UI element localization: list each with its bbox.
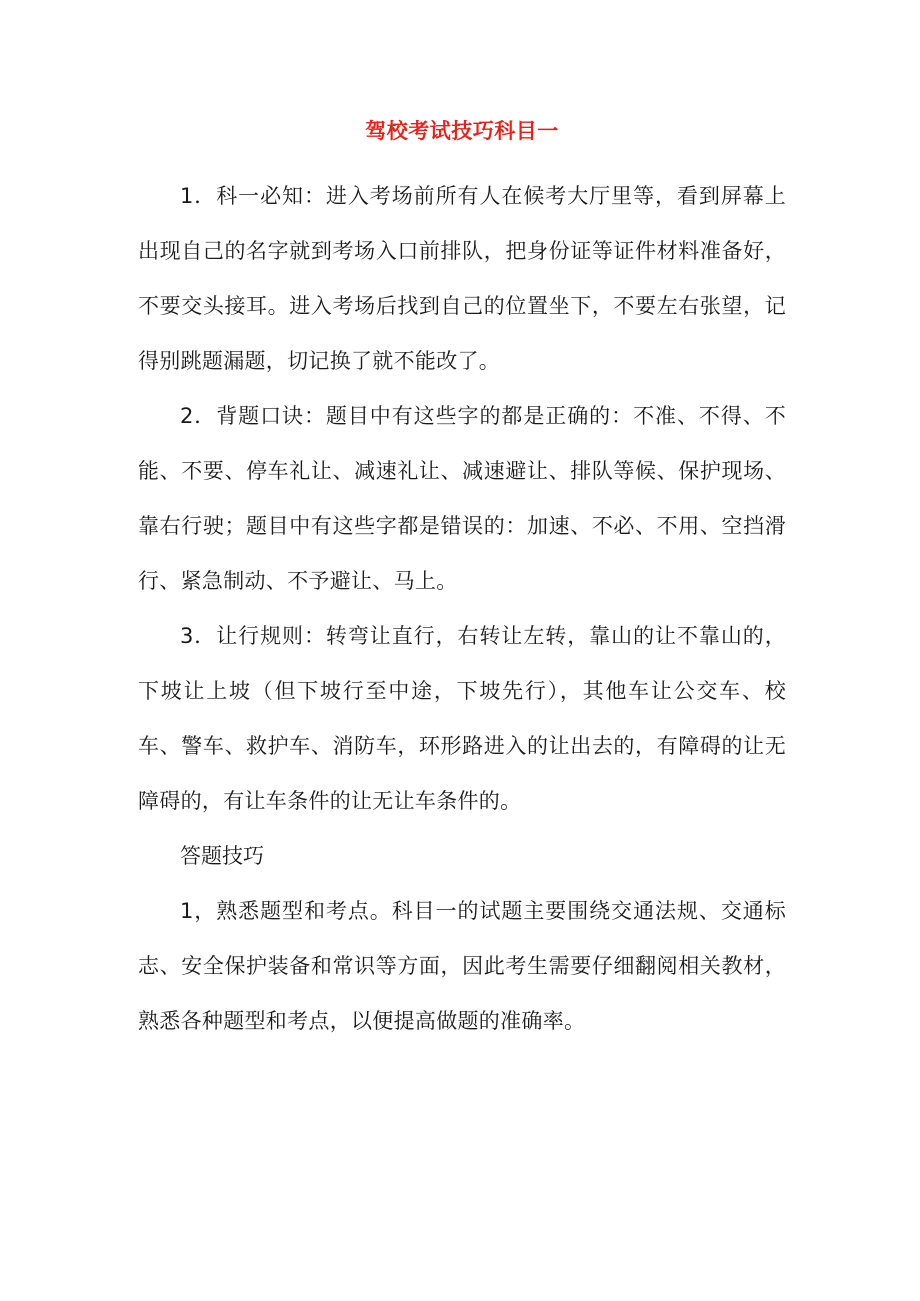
section-heading: 答题技巧 (180, 844, 264, 868)
document-title: 驾校考试技巧科目一 (365, 119, 559, 143)
paragraph-question-types: 1，熟悉题型和考点。科目一的试题主要围绕交通法规、交通标志、安全保护装备和常识等方面，因此考生需要仔细翻阅相关教材，熟悉各种题型和考点，以便提高做题的准确率。 (138, 899, 786, 1033)
paragraph-exam-notice: 1．科一必知：进入考场前所有人在候考大厅里等，看到屏幕上出现自己的名字就到考场入口前排队，把身份证等证件材料准备好，不要交头接耳。进入考场后找到自己的位置坐下，不要左右张望，记得别跳题漏题，切记换了就不能改了。 (138, 184, 786, 373)
paragraph-yield-rules: 3．让行规则：转弯让直行，右转让左转，靠山的让不靠山的，下坡让上坡（但下坡行至中途，下坡先行），其他车让公交车、校车、警车、救护车、消防车，环形路进入的让出去的，有障碍的让无障碍的，有让车条件的让无让车条件的。 (138, 624, 786, 813)
paragraph-memorization-tips: 2．背题口诀：题目中有这些字的都是正确的：不准、不得、不能、不要、停车礼让、减速礼让、减速避让、排队等候、保护现场、靠右行驶；题目中有这些字都是错误的：加速、不必、不用、空挡滑行、紧急制动、不予避让、马上。 (138, 404, 786, 593)
